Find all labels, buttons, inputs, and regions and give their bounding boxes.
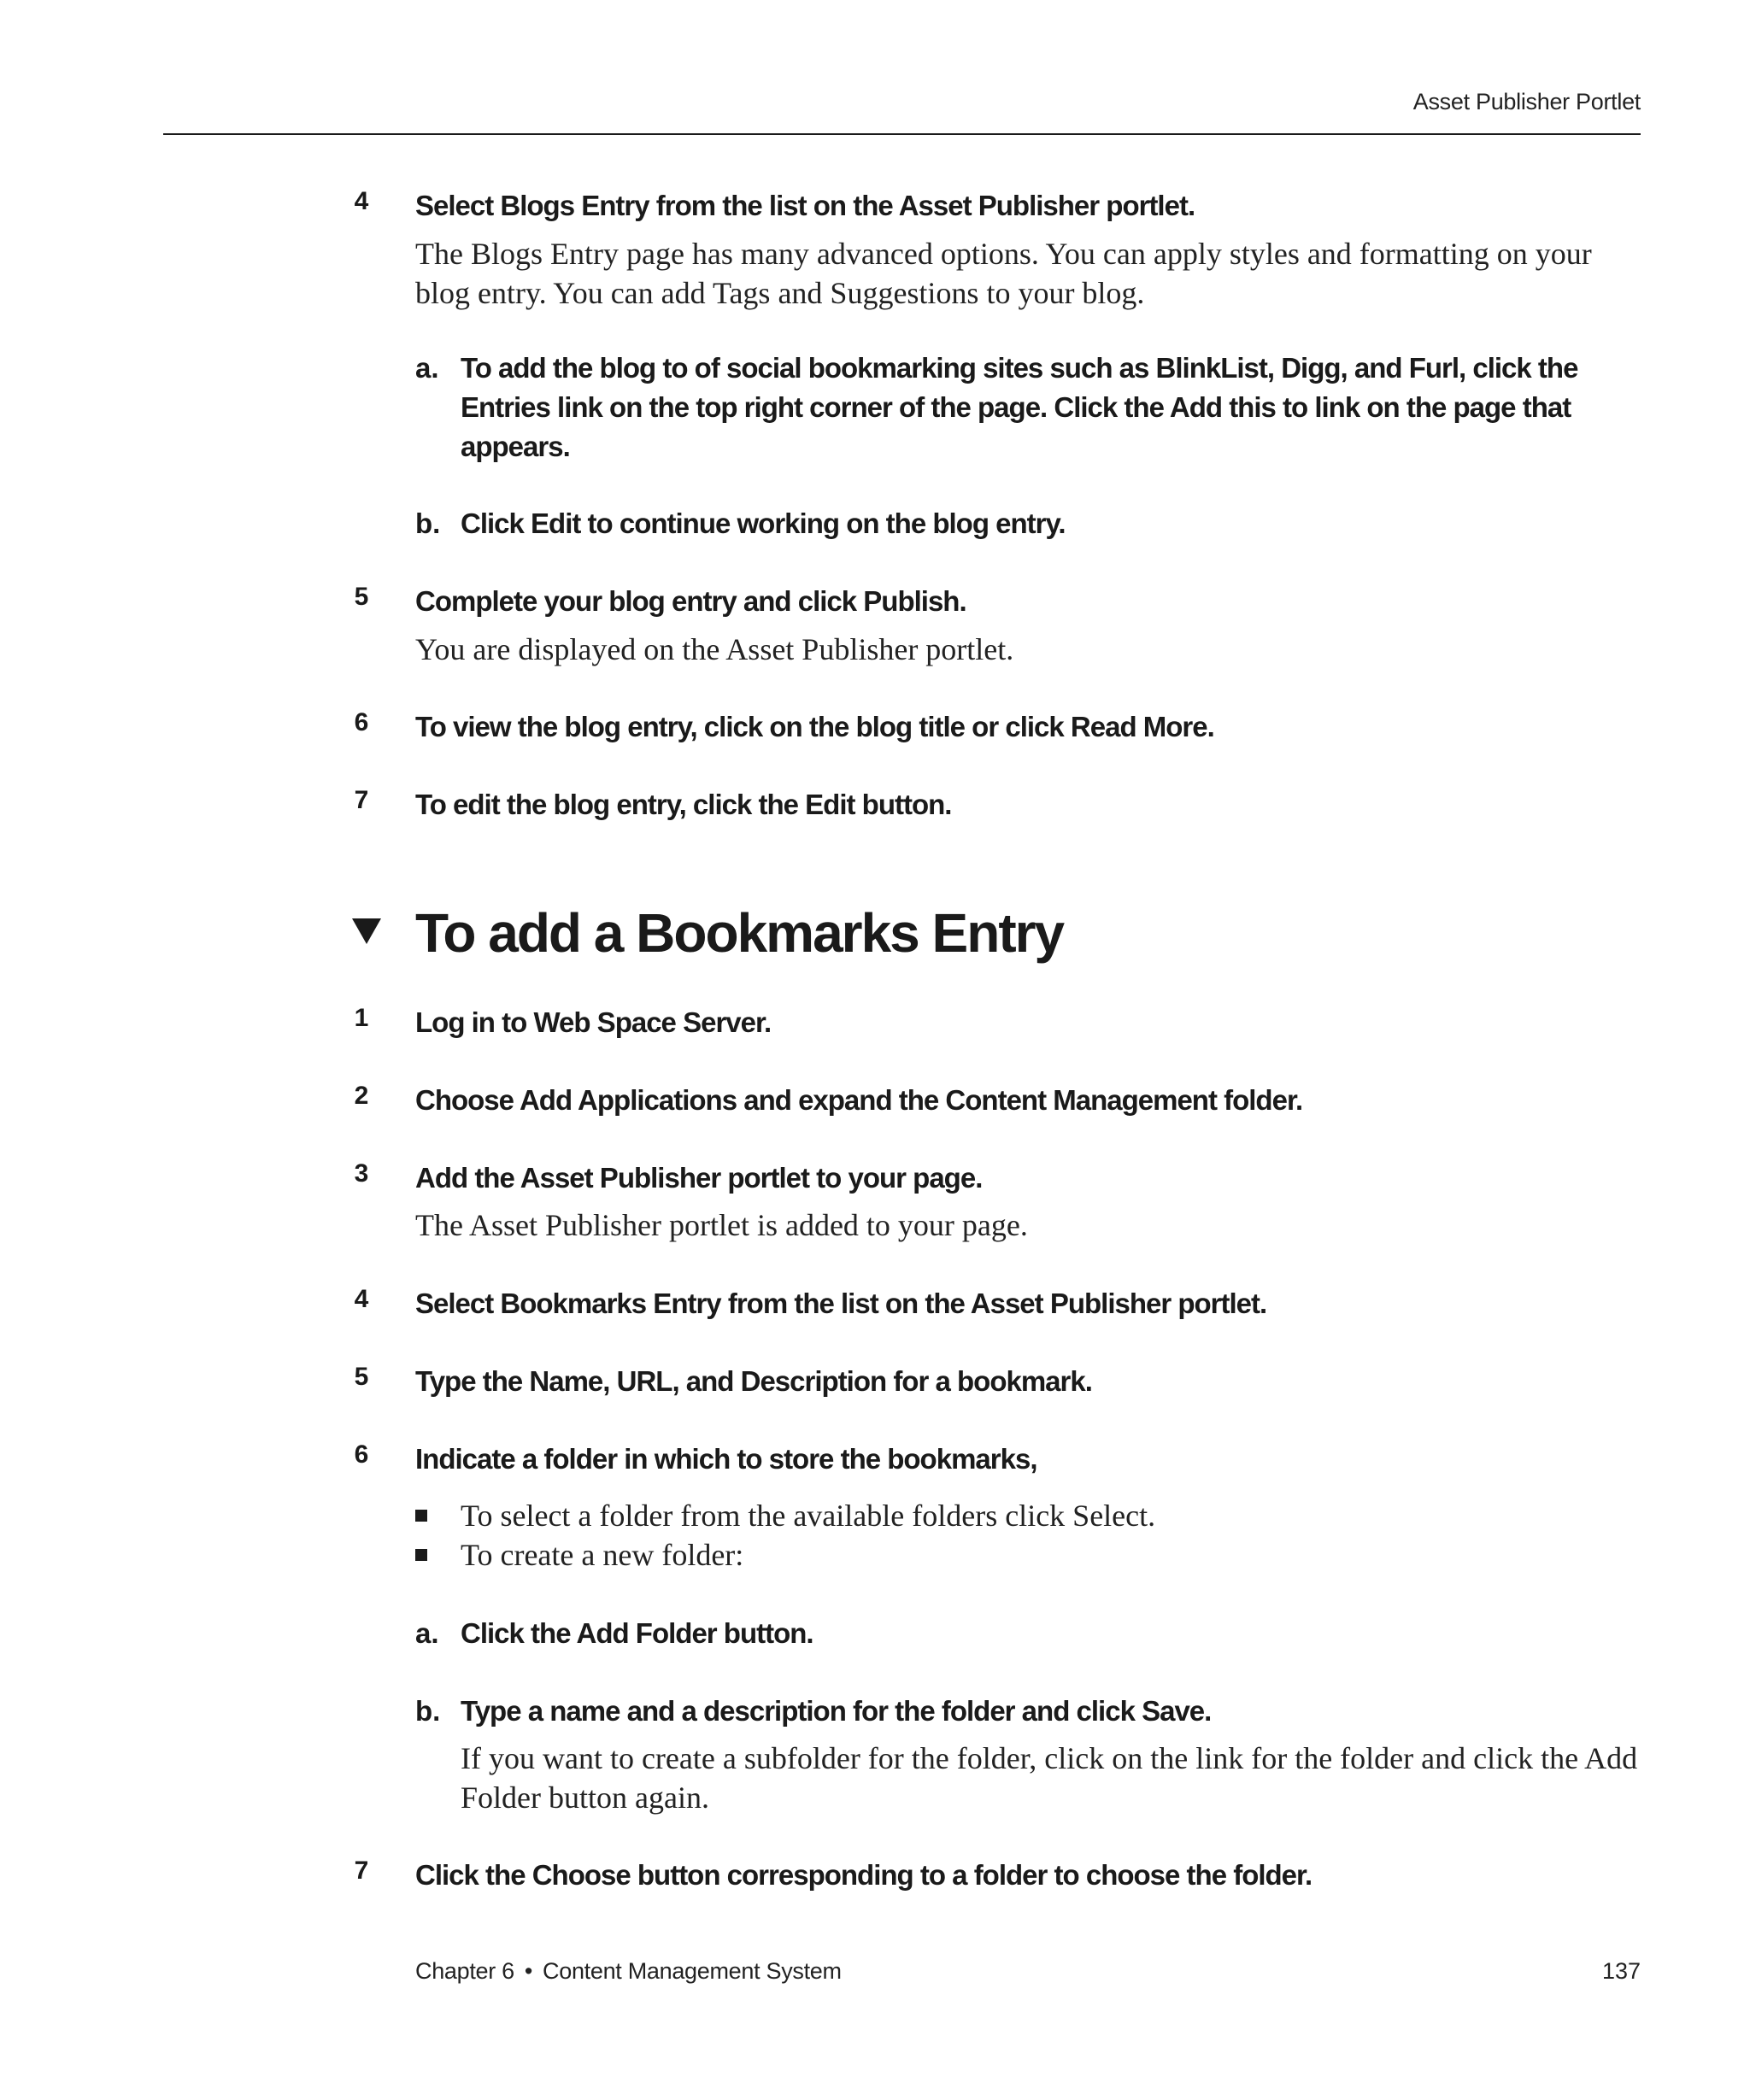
bullet-text: To create a new folder: <box>461 1538 744 1572</box>
section-heading: To add a Bookmarks Entry <box>415 902 1064 964</box>
footer-chapter-number: Chapter 6 <box>415 1958 514 1984</box>
substep-marker: b. <box>415 507 441 539</box>
substep-marker: a. <box>415 1617 439 1649</box>
step-number: 5 <box>354 1363 369 1391</box>
bullet-icon <box>415 1510 427 1522</box>
step-number: 3 <box>354 1159 369 1188</box>
footer-chapter <box>415 1958 842 1985</box>
step-number: 1 <box>354 1004 369 1032</box>
step-number: 7 <box>354 1857 369 1885</box>
step-number: 5 <box>354 583 369 611</box>
step-text: Add the Asset Publisher portlet to your page. <box>415 1162 983 1194</box>
collapse-triangle-icon <box>352 918 381 944</box>
step-text: Click the Choose button corresponding to a folder to choose the folder. <box>415 1859 1312 1891</box>
step-text: Indicate a folder in which to store the bookmarks, <box>415 1443 1037 1475</box>
step-body: You are displayed on the Asset Publisher portlet. <box>415 632 1014 666</box>
step-text: Choose Add Applications and expand the Content Management folder. <box>415 1084 1303 1116</box>
substep-text: Type a name and a description for the folder and click Save. <box>461 1695 1212 1727</box>
step-text: To edit the blog entry, click the Edit button. <box>415 789 952 820</box>
step-text: Select Blogs Entry from the list on the Asset Publisher portlet. <box>415 190 1195 221</box>
footer-chapter-title: Content Management System <box>543 1958 842 1984</box>
step-text: Select Bookmarks Entry from the list on the Asset Publisher portlet. <box>415 1288 1267 1319</box>
substep-text: To add the blog to of social bookmarking sites such as BlinkList, Digg, and Furl, click the Entries link on the top right corner of the page. Click the Add this to link on the page that appears. <box>461 352 1578 462</box>
substep-body: If you want to create a subfolder for the folder, click on the link for the folder and click the Add Folder button again. <box>461 1741 1638 1815</box>
step-number: 6 <box>354 708 369 736</box>
substep-text: Click Edit to continue working on the blog entry. <box>461 507 1066 539</box>
step-text: Complete your blog entry and click Publish. <box>415 585 966 617</box>
step-number: 2 <box>354 1082 369 1110</box>
step-text: To view the blog entry, click on the blog title or click Read More. <box>415 711 1214 742</box>
step-number: 4 <box>354 187 369 215</box>
step-text: Log in to Web Space Server. <box>415 1006 772 1038</box>
step-number: 4 <box>354 1285 369 1313</box>
substep-marker: b. <box>415 1695 441 1727</box>
running-header: Asset Publisher Portlet <box>1412 89 1641 114</box>
bullet-icon <box>415 1549 427 1561</box>
step-body: The Asset Publisher portlet is added to your page. <box>415 1208 1028 1242</box>
substep-marker: a. <box>415 352 439 384</box>
footer-separator: • <box>524 1958 533 1984</box>
page-number: 137 <box>1601 1958 1641 1984</box>
bullet-text: To select a folder from the available folders click Select. <box>461 1499 1156 1533</box>
substep-text: Click the Add Folder button. <box>461 1617 813 1649</box>
step-text: Type the Name, URL, and Description for a bookmark. <box>415 1365 1092 1397</box>
header-rule <box>163 133 1641 135</box>
step-body: The Blogs Entry page has many advanced options. You can apply styles and formatting on your blog entry. You can add Tags and Suggestions to your blog. <box>415 237 1592 310</box>
step-number: 7 <box>354 786 369 814</box>
step-number: 6 <box>354 1440 369 1469</box>
